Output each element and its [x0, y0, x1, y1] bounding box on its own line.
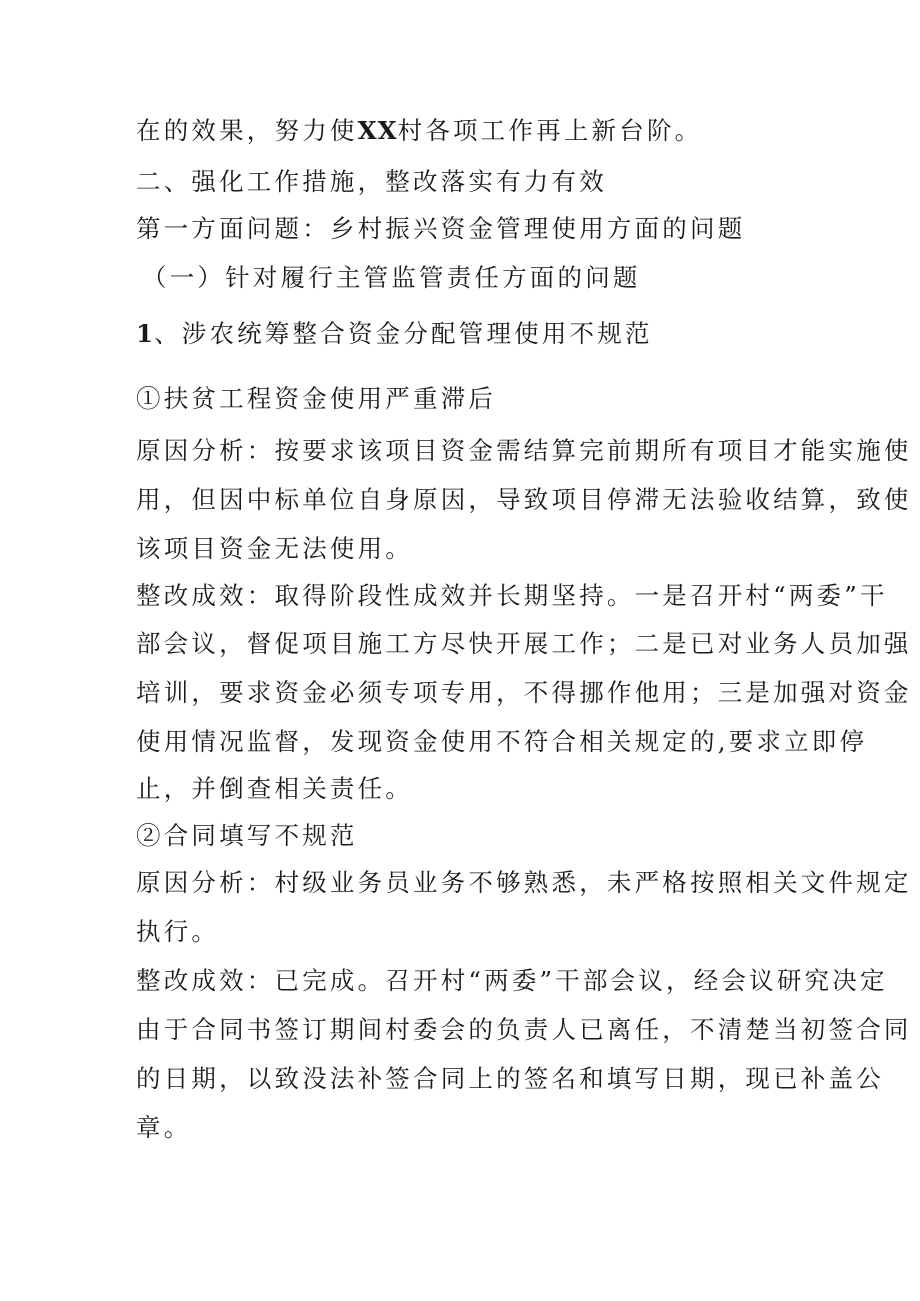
- sub-item-heading: ①扶贫工程资金使用严重滞后: [136, 384, 497, 413]
- paragraph-line: 执行。: [136, 917, 220, 946]
- paragraph-line: 整改成效：取得阶段性成效并长期坚持。一是召开村“两委”干: [136, 581, 888, 610]
- paragraph-line: 使用情况监督，发现资金使用不符合相关规定的,要求立即停: [136, 727, 868, 756]
- paragraph-line: 原因分析：村级业务员业务不够熟悉，未严格按照相关文件规定: [136, 868, 912, 897]
- bold-text-run: 1: [136, 319, 155, 348]
- paragraph-line: 由于合同书签订期间村委会的负责人已离任，不清楚当初签合同: [136, 1015, 912, 1044]
- item-heading: [136, 318, 653, 350]
- issue-heading: 第一方面问题：乡村振兴资金管理使用方面的问题: [136, 214, 746, 243]
- paragraph-line: 用，但因中标单位自身原因，导致项目停滞无法验收结算，致使: [136, 485, 912, 514]
- bold-text-run: XX: [357, 116, 398, 145]
- paragraph-line: 整改成效：已完成。召开村“两委”干部会议，经会议研究决定: [136, 966, 888, 995]
- sub-item-heading: ②合同填写不规范: [136, 821, 358, 850]
- section-heading: 二、强化工作措施，整改落实有力有效: [136, 167, 607, 196]
- text-run: 、涉农统筹整合资金分配管理使用不规范: [154, 319, 653, 348]
- paragraph-line: 的日期，以致没法补签合同上的签名和填写日期，现已补盖公: [136, 1064, 884, 1093]
- paragraph-line: 培训，要求资金必须专项专用，不得挪作他用；三是加强对资金: [136, 678, 912, 707]
- paragraph-line: 原因分析：按要求该项目资金需结算完前期所有项目才能实施使: [136, 436, 912, 465]
- paragraph-line: [136, 115, 702, 147]
- text-run: 村各项工作再上新台阶。: [397, 116, 703, 145]
- subsection-heading: （一）针对履行主管监管责任方面的问题: [142, 263, 641, 292]
- text-run: 在的效果，努力使: [136, 116, 358, 145]
- paragraph-line: 止，并倒查相关责任。: [136, 774, 413, 803]
- paragraph-line: 章。: [136, 1113, 192, 1142]
- paragraph-line: 该项目资金无法使用。: [136, 534, 413, 563]
- paragraph-line: 部会议，督促项目施工方尽快开展工作；二是已对业务人员加强: [136, 629, 912, 658]
